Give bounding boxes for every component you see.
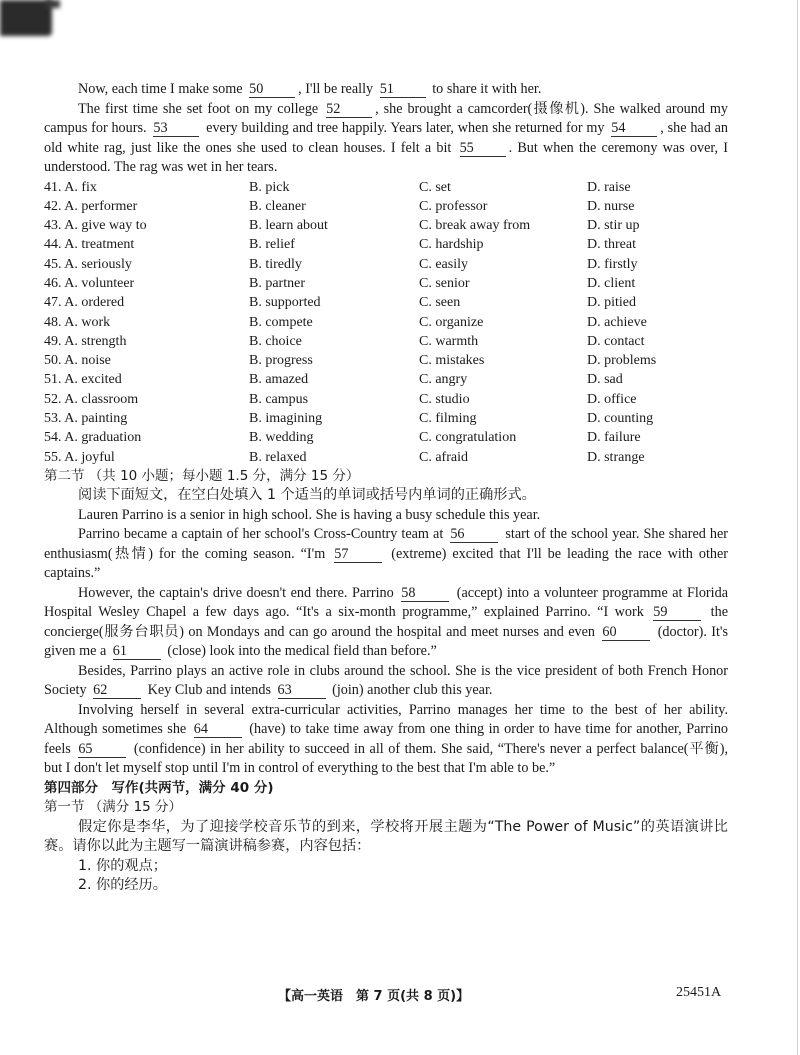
option-a: A. ordered [64, 295, 125, 311]
cloze-paragraph [44, 80, 728, 100]
option-b: B. campus [249, 391, 309, 407]
cloze-paragraph [44, 100, 728, 178]
option-d: D. threat [587, 237, 636, 253]
option-a: A. work [64, 314, 111, 330]
option-b: B. amazed [249, 372, 309, 388]
option-b: B. cleaner [249, 198, 306, 214]
option-d: D. raise [587, 179, 631, 195]
option-d: D. problems [587, 353, 657, 369]
option-b: B. progress [249, 353, 313, 369]
option-row-43: 43. A. give way to B. learn about C. break away from D. stir up [44, 216, 728, 235]
option-row-47: 47. A. ordered B. supported C. seen D. pitied [44, 293, 728, 312]
blank-64: 64 [194, 722, 242, 738]
writing-prompt: 假定你是李华，为了迎接学校音乐节的到来，学校将开展主题为“The Power of Music”的英语演讲比赛。请你以此为主题写一篇演讲稿参赛，内容包括： [44, 818, 728, 855]
option-c: C. set [419, 179, 451, 195]
blank-56: 56 [450, 527, 498, 543]
option-d: D. stir up [587, 218, 640, 234]
option-a: A. seriously [64, 256, 132, 272]
option-row-53: 53. A. painting B. imagining C. filming D. counting [44, 409, 728, 428]
option-d: D. strange [587, 449, 645, 465]
option-d: D. sad [587, 372, 623, 388]
option-a: A. performer [64, 198, 138, 214]
option-d: D. failure [587, 430, 641, 446]
option-c: C. break away from [419, 218, 531, 234]
option-d: D. client [587, 275, 636, 291]
option-c: C. filming [419, 411, 477, 427]
option-b: B. relief [249, 237, 295, 253]
option-b: B. imagining [249, 411, 323, 427]
option-row-44: 44. A. treatment B. relief C. hardship D. threat [44, 235, 728, 254]
text: , I'll be really [298, 81, 374, 97]
blank-59: 59 [653, 605, 701, 621]
option-d: D. counting [587, 411, 654, 427]
option-c: C. congratulation [419, 430, 517, 446]
section2-paragraph-3: However, the captain's drive doesn't end there. Parrino 58 (accept) into a volunteer programme at Florida Hospital Wesley Chapel a few days ago. “It's a six-month programme,” explained Parrino. “I work 59 the concierge(服务台职员) on Mondays and can go around the hospital and meet nurses and even 60 (doctor). It's given me a 61 (close) look into the medical field than before.” [44, 584, 729, 660]
photo-shadow [46, 0, 60, 8]
option-b: B. supported [249, 295, 321, 311]
blank-65: 65 [78, 742, 126, 758]
part4-heading: 第四部分 写作(共两节，满分 40 分) [44, 779, 274, 796]
option-c: C. organize [419, 314, 484, 330]
option-b: B. pick [249, 179, 290, 195]
writing-item-2: 2. 你的经历。 [78, 877, 167, 894]
option-c: C. studio [419, 391, 470, 407]
blank-52: 52 [326, 102, 372, 118]
option-b: B. tiredly [249, 256, 302, 272]
section2-paragraph-2: Parrino became a captain of her school's Cross-Country team at 56 start of the school year. She shared her enthusiasm(热情) for the coming season. “I'm 57 (extreme) excited that I'll be leading the race with other captains.” [44, 526, 729, 582]
exam-page-content [44, 80, 728, 896]
option-d: D. pitied [587, 295, 636, 311]
text: The first time she set foot on my college [78, 100, 319, 117]
blank-53: 53 [153, 121, 199, 137]
option-row-55: 55. A. joyful B. relaxed C. afraid D. strange [44, 448, 728, 467]
blank-50: 50 [249, 82, 295, 98]
blank-61: 61 [113, 644, 161, 660]
option-a: A. joyful [64, 449, 115, 465]
option-a: A. classroom [64, 391, 139, 407]
exam-code: 25451A [676, 985, 722, 1000]
blank-62: 62 [93, 683, 141, 699]
writing-item-1: 1. 你的观点； [78, 857, 167, 874]
option-d: D. contact [587, 333, 645, 349]
option-row-45: 45. A. seriously B. tiredly C. easily D. firstly [44, 255, 728, 274]
option-row-49: 49. A. strength B. choice C. warmth D. contact [44, 332, 728, 351]
option-c: C. warmth [419, 333, 479, 349]
option-a: A. graduation [64, 430, 142, 446]
options-table [44, 178, 728, 467]
text: , she brought a camcorder(摄像机). She walked around my campus for hours. [44, 100, 729, 136]
option-b: B. compete [249, 314, 313, 330]
blank-63: 63 [278, 683, 326, 699]
section2-paragraph-4: Besides, Parrino plays an active role in clubs around the school. She is the vice president of both French Honor Society 62 Key Club and intends 63 (join) another club this year. [44, 662, 728, 699]
section2-instruction: 阅读下面短文，在空白处填入 1 个适当的单词或括号内单词的正确形式。 [78, 487, 536, 504]
section2-paragraph-5: Involving herself in several extra-curricular activities, Parrino manages her time to the best of her ability. Although sometimes she 64 (have) to take time away from one thing in order to have time for another, Parrino feels 65 (confidence) in her ability to succeed in all of them. She said, “There's never a perfect balance(平衡), but I don't let myself stop until I'm in control of everything to the best that I'm able to be.” [44, 701, 729, 777]
option-b: B. choice [249, 333, 302, 349]
option-a: A. give way to [64, 218, 147, 234]
option-c: C. seen [419, 295, 461, 311]
blank-57: 57 [334, 547, 382, 563]
option-a: A. noise [64, 353, 111, 369]
page-edge [797, 0, 798, 1055]
option-a: A. painting [64, 411, 128, 427]
option-row-52: 52. A. classroom B. campus C. studio D. office [44, 390, 728, 409]
option-a: A. volunteer [64, 275, 135, 291]
option-c: C. senior [419, 275, 470, 291]
option-d: D. firstly [587, 256, 638, 272]
option-b: B. relaxed [249, 449, 307, 465]
option-b: B. wedding [249, 430, 314, 446]
option-c: C. easily [419, 256, 468, 272]
section2-heading: 第二节 （共 10 小题；每小题 1.5 分，满分 15 分） [44, 467, 360, 484]
option-d: D. nurse [587, 198, 635, 214]
blank-55: 55 [460, 141, 506, 157]
text: every building and tree happily. Years later, when she returned for my [206, 120, 605, 136]
option-a: A. treatment [64, 237, 135, 253]
option-row-54: 54. A. graduation B. wedding C. congratulation D. failure [44, 428, 728, 447]
option-row-48: 48. A. work B. compete C. organize D. achieve [44, 313, 728, 332]
option-a: A. strength [64, 333, 127, 349]
option-a: A. excited [64, 372, 122, 388]
option-c: C. hardship [419, 237, 484, 253]
option-a: A. fix [64, 179, 97, 195]
option-row-50: 50. A. noise B. progress C. mistakes D. problems [44, 351, 728, 370]
option-c: C. mistakes [419, 353, 485, 369]
text: to share it with her. [432, 81, 542, 97]
option-c: C. professor [419, 198, 488, 214]
option-row-42: 42. A. performer B. cleaner C. professor D. nurse [44, 197, 728, 216]
option-row-41: 41. A. fix B. pick C. set D. raise [44, 178, 728, 197]
part4-section1-heading: 第一节 （满分 15 分） [44, 799, 183, 816]
option-d: D. office [587, 391, 637, 407]
option-row-46: 46. A. volunteer B. partner C. senior D. client [44, 274, 728, 293]
page-number-label: 【高一英语 第 7 页(共 8 页)】 [278, 989, 470, 1004]
photo-shadow [0, 0, 52, 36]
option-b: B. partner [249, 275, 305, 291]
option-d: D. achieve [587, 314, 647, 330]
blank-58: 58 [401, 586, 449, 602]
option-c: C. afraid [419, 449, 468, 465]
text: . But when the ceremony was over, I understood. The rag was wet in her tears. [44, 139, 728, 175]
blank-60: 60 [602, 625, 650, 641]
blank-54: 54 [611, 121, 657, 137]
blank-51: 51 [380, 82, 426, 98]
option-b: B. learn about [249, 218, 328, 234]
text: Now, each time I make some [78, 81, 243, 97]
section2-paragraph-1: Lauren Parrino is a senior in high school. She is having a busy schedule this year. [78, 506, 541, 523]
option-c: C. angry [419, 372, 468, 388]
option-row-51: 51. A. excited B. amazed C. angry D. sad [44, 370, 728, 389]
text: , she had an old white rag, just like the ones she used to clean houses. I felt a bit [44, 120, 729, 156]
